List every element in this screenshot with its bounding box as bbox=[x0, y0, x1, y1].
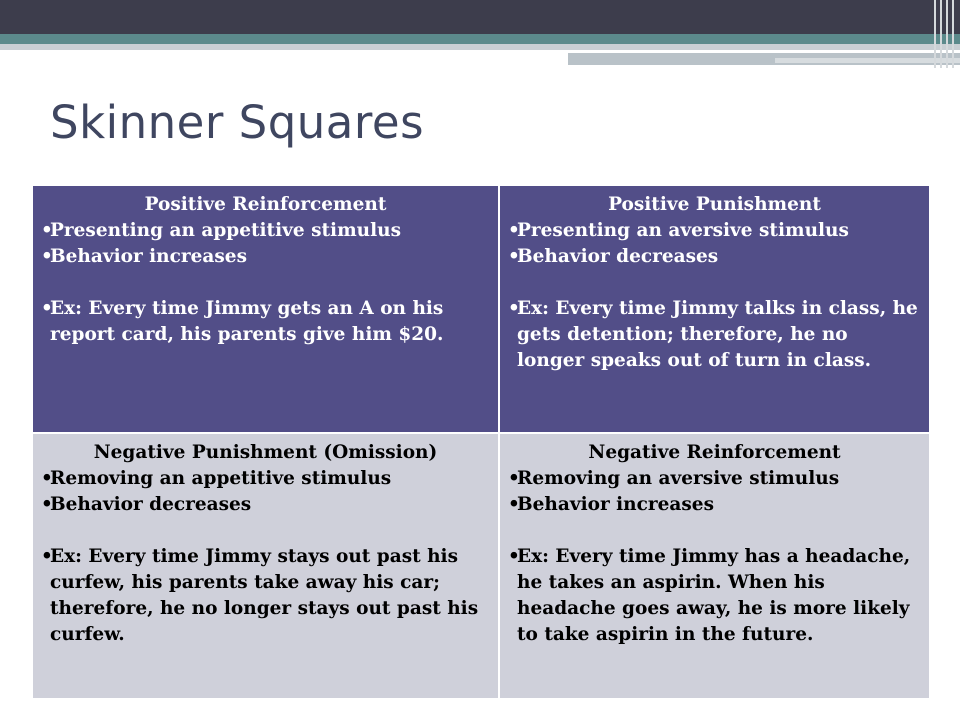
list-item: • Presenting an appetitive stimulus bbox=[41, 218, 490, 244]
top-accent-bar bbox=[0, 34, 960, 44]
corner-decoration bbox=[930, 0, 960, 68]
example-item: • Ex: Every time Jimmy gets an A on his report card, his parents give him $20. bbox=[41, 296, 490, 348]
list-item: • Presenting an aversive stimulus bbox=[508, 218, 921, 244]
cell-positive-punishment bbox=[499, 186, 929, 433]
list-item: • Behavior decreases bbox=[508, 244, 921, 270]
table-row bbox=[33, 433, 929, 698]
top-dark-bar bbox=[0, 0, 960, 34]
cell-negative-reinforcement bbox=[499, 433, 929, 698]
list-item: • Removing an aversive stimulus bbox=[508, 466, 921, 492]
cell-negative-punishment bbox=[33, 433, 499, 698]
cell-heading: Negative Reinforcement bbox=[588, 442, 841, 463]
example-item: • Ex: Every time Jimmy stays out past his curfew, his parents take away his car; therefore, he no longer stays out past his curfew. bbox=[41, 544, 490, 648]
cell-heading: Negative Punishment (Omission) bbox=[93, 442, 438, 463]
list-item: • Behavior decreases bbox=[41, 492, 490, 518]
slide-title: Skinner Squares bbox=[50, 96, 425, 149]
cell-points bbox=[41, 218, 490, 348]
cell-points bbox=[508, 218, 921, 374]
example-item: • Ex: Every time Jimmy talks in class, he gets detention; therefore, he no longer speaks out of turn in class. bbox=[508, 296, 921, 374]
cell-positive-reinforcement bbox=[33, 186, 499, 433]
list-item: • Removing an appetitive stimulus bbox=[41, 466, 490, 492]
skinner-squares-table bbox=[33, 186, 929, 698]
list-item: • Behavior increases bbox=[508, 492, 921, 518]
cell-heading: Positive Reinforcement bbox=[144, 194, 387, 215]
table-row bbox=[33, 186, 929, 433]
cell-points bbox=[508, 466, 921, 648]
cell-heading: Positive Punishment bbox=[608, 194, 821, 215]
list-item: • Behavior increases bbox=[41, 244, 490, 270]
cell-points bbox=[41, 466, 490, 648]
example-item: • Ex: Every time Jimmy has a headache, he takes an aspirin. When his headache goes away, he is more likely to take aspirin in the future. bbox=[508, 544, 921, 648]
